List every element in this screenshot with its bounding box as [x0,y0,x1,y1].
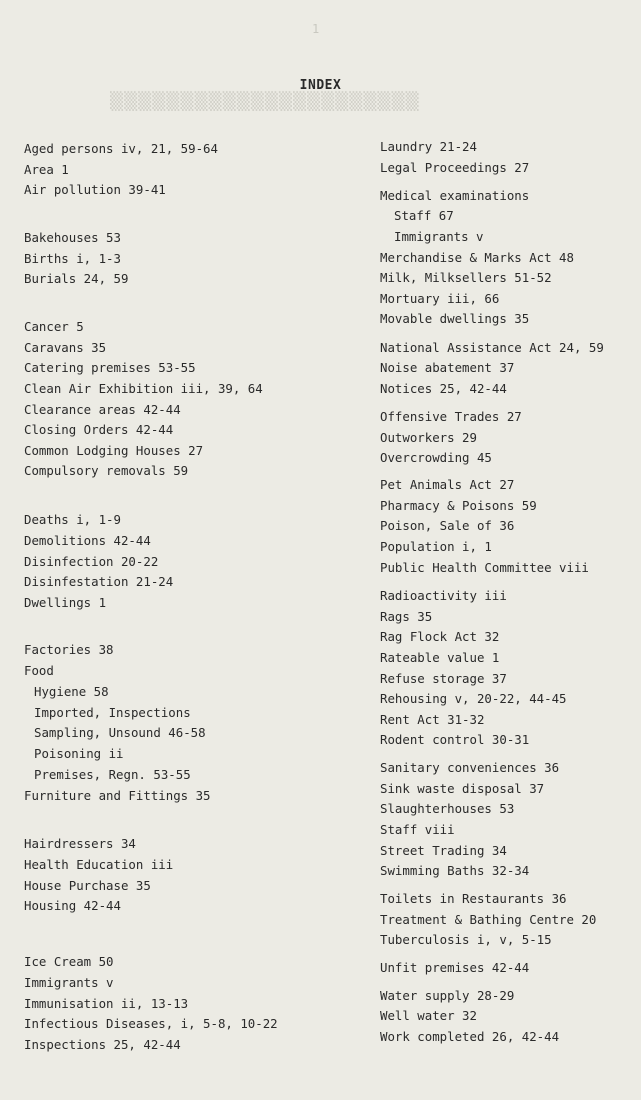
index-entry: Food [24,663,54,678]
index-entry: Treatment & Bathing Centre 20 [380,912,597,927]
index-entry: Hairdressers 34 [24,836,136,851]
index-entry: Aged persons iv, 21, 59-64 [24,141,218,156]
index-entry: Offensive Trades 27 [380,409,522,424]
index-entry: Clearance areas 42-44 [24,402,181,417]
index-entry: Rehousing v, 20-22, 44-45 [380,691,567,706]
index-subentry: Poisoning ii [34,746,124,761]
index-entry: Tuberculosis i, v, 5-15 [380,932,552,947]
index-entry: Burials 24, 59 [24,271,129,286]
index-entry: Toilets in Restaurants 36 [380,891,567,906]
index-entry: Pharmacy & Poisons 59 [380,498,537,513]
index-entry: Closing Orders 42-44 [24,422,174,437]
index-entry: Street Trading 34 [380,843,507,858]
index-entry: Compulsory removals 59 [24,463,189,478]
index-entry: Caravans 35 [24,340,107,355]
index-entry: Clean Air Exhibition iii, 39, 64 [24,381,263,396]
index-entry: Milk, Milksellers 51-52 [380,270,552,285]
index-entry: Housing 42-44 [24,898,121,913]
index-entry: Rags 35 [380,609,433,624]
index-entry: Unfit premises 42-44 [380,960,530,975]
index-entry: Population i, 1 [380,539,492,554]
index-entry: Poison, Sale of 36 [380,518,515,533]
index-entry: Radioactivity iii [380,588,507,603]
index-entry: House Purchase 35 [24,878,151,893]
index-subentry: Immigrants v [394,229,484,244]
index-entry: Notices 25, 42-44 [380,381,507,396]
page-number: 1 [312,22,320,36]
index-entry: Sink waste disposal 37 [380,781,545,796]
index-subentry: Hygiene 58 [34,684,109,699]
index-entry: Inspections 25, 42-44 [24,1037,181,1052]
index-entry: Water supply 28-29 [380,988,515,1003]
index-entry: Common Lodging Houses 27 [24,443,204,458]
index-entry: National Assistance Act 24, 59 [380,340,604,355]
index-entry: Air pollution 39-41 [24,182,166,197]
index-subentry: Sampling, Unsound 46-58 [34,725,206,740]
index-entry: Bakehouses 53 [24,230,121,245]
index-entry: Noise abatement 37 [380,360,515,375]
index-entry: Rent Act 31-32 [380,712,485,727]
index-entry: Refuse storage 37 [380,671,507,686]
index-entry: Immunisation ii, 13-13 [24,996,189,1011]
index-entry: Rodent control 30-31 [380,732,530,747]
index-entry: Furniture and Fittings 35 [24,788,211,803]
index-entry: Dwellings 1 [24,595,107,610]
index-entry: Factories 38 [24,642,114,657]
index-entry: Immigrants v [24,975,114,990]
index-entry: Sanitary conveniences 36 [380,760,560,775]
index-entry: Deaths i, 1-9 [24,512,121,527]
index-entry: Area 1 [24,162,69,177]
index-entry: Movable dwellings 35 [380,311,530,326]
index-entry: Slaughterhouses 53 [380,801,515,816]
index-entry: Ice Cream 50 [24,954,114,969]
index-entry: Overcrowding 45 [380,450,492,465]
index-entry: Public Health Committee viii [380,560,589,575]
index-entry: Pet Animals Act 27 [380,477,515,492]
index-entry: Births i, 1-3 [24,251,121,266]
index-entry: Staff viii [380,822,455,837]
index-entry: Disinfection 20-22 [24,554,159,569]
index-entry: Health Education iii [24,857,174,872]
index-entry: Merchandise & Marks Act 48 [380,250,574,265]
index-entry: Swimming Baths 32-34 [380,863,530,878]
index-entry: Rateable value 1 [380,650,500,665]
index-subentry: Staff 67 [394,208,454,223]
page-title: INDEX [299,78,342,93]
index-entry: Laundry 21-24 [380,139,477,154]
index-entry: Mortuary iii, 66 [380,291,500,306]
index-subentry: Imported, Inspections [34,705,191,720]
index-entry: Disinfestation 21-24 [24,574,174,589]
index-entry: Medical examinations [380,188,530,203]
index-entry: Catering premises 53-55 [24,360,196,375]
index-entry: Infectious Diseases, i, 5-8, 10-22 [24,1016,278,1031]
index-entry: Demolitions 42-44 [24,533,151,548]
index-subentry: Premises, Regn. 53-55 [34,767,191,782]
index-entry: Well water 32 [380,1008,477,1023]
index-entry: Legal Proceedings 27 [380,160,530,175]
index-entry: Outworkers 29 [380,430,477,445]
show-through-decoration: ▒▒▒▒▒▒▒▒▒▒▒▒▒▒▒▒▒▒▒▒▒▒ [110,92,420,112]
index-entry: Rag Flock Act 32 [380,629,500,644]
index-entry: Cancer 5 [24,319,84,334]
index-entry: Work completed 26, 42-44 [380,1029,560,1044]
